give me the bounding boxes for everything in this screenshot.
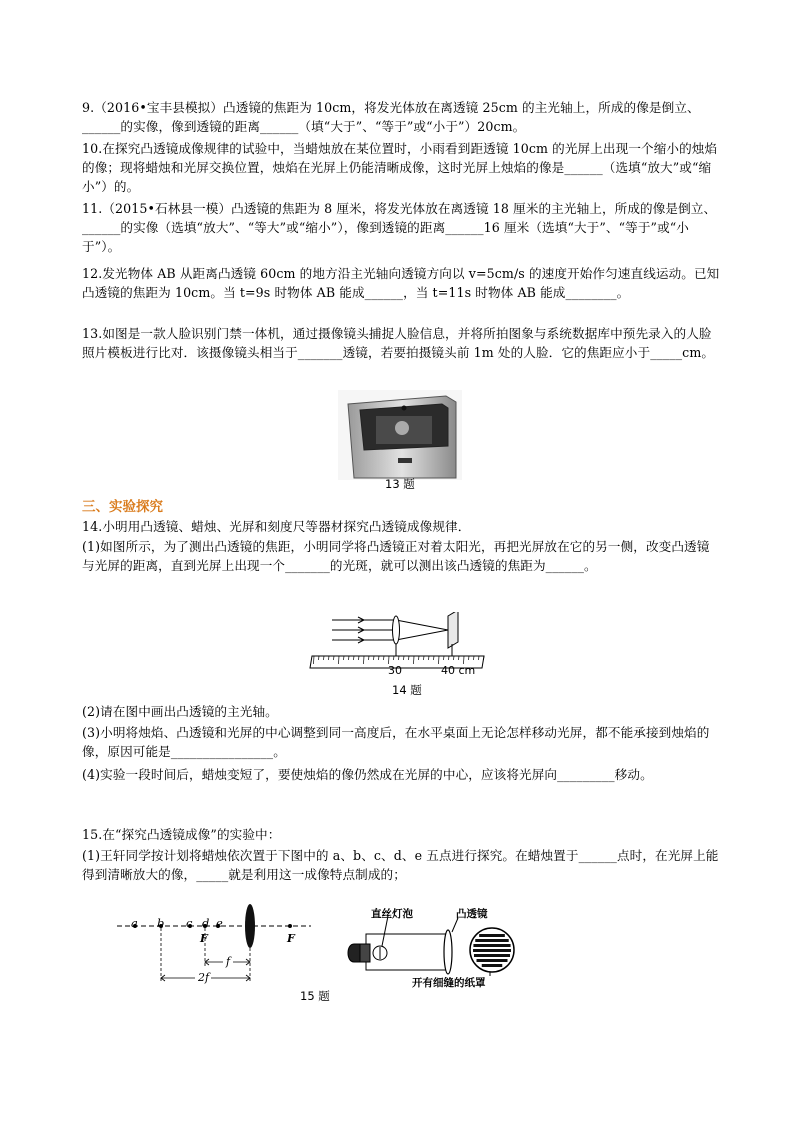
question-14-part-1: (1)如图所示，为了测出凸透镜的焦距，小明同学将凸透镜正对着太阳光，再把光屏放在它的另一侧，改变凸透镜与光屏的距离，直到光屏上出现一个_______的光斑，就可以测出该凸透镜的焦距为______。 (82, 539, 710, 573)
lens-label: 凸透镜 (456, 908, 488, 920)
ruler-tick (404, 656, 405, 660)
question-14-part-2: (2)请在图中画出凸透镜的主光轴。 (82, 704, 278, 719)
ruler-tick (379, 656, 380, 660)
question-15-part-1: (1)王轩同学按计划将蜡烛依次置于下图中的 a、b、c、d、e 五点进行探究。在蜡烛置于______点时，在光屏上能得到清晰放大的像，_____就是利用这一成像特点制成的； (82, 848, 719, 882)
bulb-label: 直丝灯泡 (371, 908, 413, 920)
focus-right-label: F (287, 932, 295, 945)
ruler-tick (429, 656, 430, 660)
shade-slit (475, 939, 508, 942)
ruler-tick (364, 656, 365, 664)
point-d-label: d (202, 916, 210, 930)
shade-slit (474, 954, 510, 957)
point-e-label: e (216, 916, 223, 930)
point-b-label: b (157, 916, 165, 930)
ruler-tick (314, 656, 315, 664)
face-recognition-kiosk-figure (338, 390, 462, 480)
shade-slit (477, 959, 508, 962)
question-10: 10.在探究凸透镜成像规律的试验中，当蜡烛放在某位置时，小雨看到距透镜 10cm 的光屏上出现一个缩小的烛焰的像；现将蜡烛和光屏交换位置，烛焰在光屏上仍能清晰成像，这时光屏上烛焰的像是______（选填“放大”或“缩小”）的。 (82, 141, 718, 194)
ruler-tick (424, 656, 425, 660)
ruler-tick (464, 656, 465, 664)
ruler-tick (374, 656, 375, 660)
figure-13-caption: 13 题 (385, 477, 415, 491)
ruler-tick (339, 656, 340, 664)
point-a-label: a (131, 916, 138, 930)
question-14: 14.小明用凸透镜、蜡烛、光屏和刻度尺等器材探究凸透镜成像规律． (82, 519, 471, 534)
ruler-tick (454, 656, 455, 660)
question-12: 12.发光物体 AB 从距离凸透镜 60cm 的地方沿主光轴向透镜方向以 v=5cm/s 的速度开始作匀速直线运动。已知凸透镜的焦距为 10cm。当 t=9s 时物体 AB 能成______，当 t=11s 时物体 AB 能成________。 (82, 266, 720, 300)
ruler-tick (334, 656, 335, 660)
ruler-tick (409, 656, 410, 660)
ruler-tick (384, 656, 385, 660)
ruler-tick (459, 656, 460, 660)
ruler-tick (469, 656, 470, 660)
ruler-tick (444, 656, 445, 660)
ruler-tick (439, 656, 440, 664)
ruler-tick (479, 656, 480, 660)
question-14-part-4: (4)实验一段时间后，蜡烛变短了，要使烛焰的像仍然成在光屏的中心，应该将光屏向_________移动。 (82, 767, 653, 782)
ruler-tick (369, 656, 370, 660)
question-13: 13.如图是一款人脸识别门禁一体机，通过摄像镜头捕捉人脸信息，并将所拍图象与系统数据库中预先录入的人脸照片模板进行比对．该摄像镜头相当于_______透镜，若要拍摄镜头前 1m 处的人脸．它的焦距应小于_____cm。 (82, 326, 715, 360)
figure-15-caption: 15 题 (300, 989, 330, 1003)
question-11: 11.（2015•石林县一模）凸透镜的焦距为 8 厘米，将发光体放在离透镜 18 厘米的主光轴上，所成的像是倒立、______的实像（选填“放大”、“等大”或“缩小”），像到透镜的距离______16 厘米（选填“大于”、“等于”或“小于”）。 (82, 201, 717, 254)
ruler-tick (449, 656, 450, 660)
ruler-tick (399, 656, 400, 660)
point-c-label: c (186, 916, 193, 930)
shade-slit (482, 964, 502, 967)
ruler-tick (324, 656, 325, 660)
bulb-lens-shade-figure (340, 910, 540, 982)
section-heading-experiment: 三、实验探究 (82, 499, 163, 515)
ruler-tick (419, 656, 420, 660)
shade-slit (479, 934, 505, 937)
ruler-tick (329, 656, 330, 660)
ruler-tick (474, 656, 475, 660)
ruler-mark-40: 40 cm (441, 664, 476, 677)
ruler-tick (389, 656, 390, 664)
ruler-tick (484, 656, 485, 660)
two-f-distance-label: 2f (198, 971, 210, 984)
ruler-tick (319, 656, 320, 660)
f-distance-label: f (226, 955, 231, 968)
ruler-tick (414, 656, 415, 664)
ruler-tick (344, 656, 345, 660)
focus-left-label: F (200, 932, 208, 945)
shade-slit (473, 944, 510, 947)
question-9: 9.（2016•宝丰县模拟）凸透镜的焦距为 10cm，将发光体放在离透镜 25cm 的主光轴上，所成的像是倒立、 ______的实像，像到透镜的距离______（填“大于”、“等于”或“小于”）20cm。 (82, 100, 704, 134)
question-15: 15.在“探究凸透镜成像”的实验中： (82, 827, 281, 842)
figure-14-caption: 14 题 (392, 683, 422, 697)
ruler-tick (434, 656, 435, 660)
ruler-tick (359, 656, 360, 660)
ruler-tick (349, 656, 350, 660)
ruler-tick (394, 656, 395, 660)
shade-slit (473, 949, 511, 952)
lens-points-diagram (115, 900, 315, 988)
ruler-tick (354, 656, 355, 660)
shade-label: 开有细缝的纸罩 (412, 977, 486, 989)
ruler-mark-30: 30 (388, 664, 402, 677)
question-14-part-3: (3)小明将烛焰、凸透镜和光屏的中心调整到同一高度后，在水平桌面上无论怎样移动光屏，都不能承接到烛焰的像，原因可能是________________。 (82, 725, 710, 759)
